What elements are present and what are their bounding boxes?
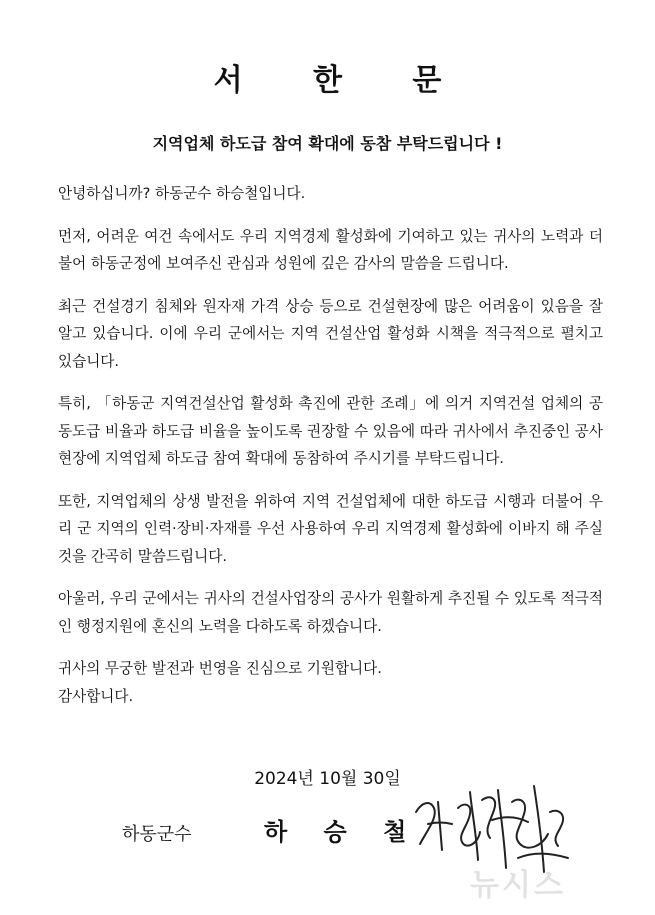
signer-title: 하동군수: [122, 824, 192, 845]
letter-body: [58, 180, 603, 710]
document-title: 서 한 문: [213, 63, 472, 98]
signer-name: 하 승 철: [264, 818, 421, 846]
closing-line: 귀사의 무궁한 발전과 번영을 진심으로 기원합니다.: [58, 660, 382, 677]
letter-date: 2024년 10월 30일: [254, 769, 401, 789]
paragraph: 아울러, 우리 군에서는 귀사의 건설사업장의 공사가 원활하게 추진될 수 있도록 적극적인 행정지원에 혼신의 노력을 다하도록 하겠습니다.: [58, 590, 603, 635]
paragraph: 최근 건설경기 침체와 원자재 가격 상승 등으로 건설현장에 많은 어려움이 있음을 잘 알고 있습니다. 이에 우리 군에서는 지역 건설산업 활성화 시책을 적극적으로 펼치고 있습니다.: [58, 297, 603, 370]
greeting-line: 안녕하십니까? 하동군수 하승철입니다.: [58, 185, 306, 202]
paragraph: 또한, 지역업체의 상생 발전을 위하여 지역 건설업체에 대한 하도급 시행과 더불어 우리 군 지역의 인력·장비·자재를 우선 사용하여 우리 지역경제 활성화에 이바지 해 주실 것을 간곡히 말씀드립니다.: [58, 492, 603, 565]
watermark-logo: 뉴시스: [470, 868, 566, 903]
paragraph: 먼저, 어려운 여건 속에서도 우리 지역경제 활성화에 기여하고 있는 귀사의 노력과 더불어 하동군정에 보여주신 관심과 성원에 깊은 감사의 말씀을 드립니다.: [58, 227, 603, 272]
document-subtitle: 지역업체 하도급 참여 확대에 동참 부탁드립니다 !: [152, 134, 503, 153]
thanks-line: 감사합니다.: [58, 687, 134, 705]
paragraph: 특히, 「하동군 지역건설산업 활성화 촉진에 관한 조례」에 의거 지역건설 업체의 공동도급 비율과 하도급 비율을 높이도록 권장할 수 있음에 따라 귀사에서 추진중인 공사 현장에 지역업체 하도급 참여 확대에 동참하여 주시기를 부탁드립니다.: [58, 395, 603, 467]
